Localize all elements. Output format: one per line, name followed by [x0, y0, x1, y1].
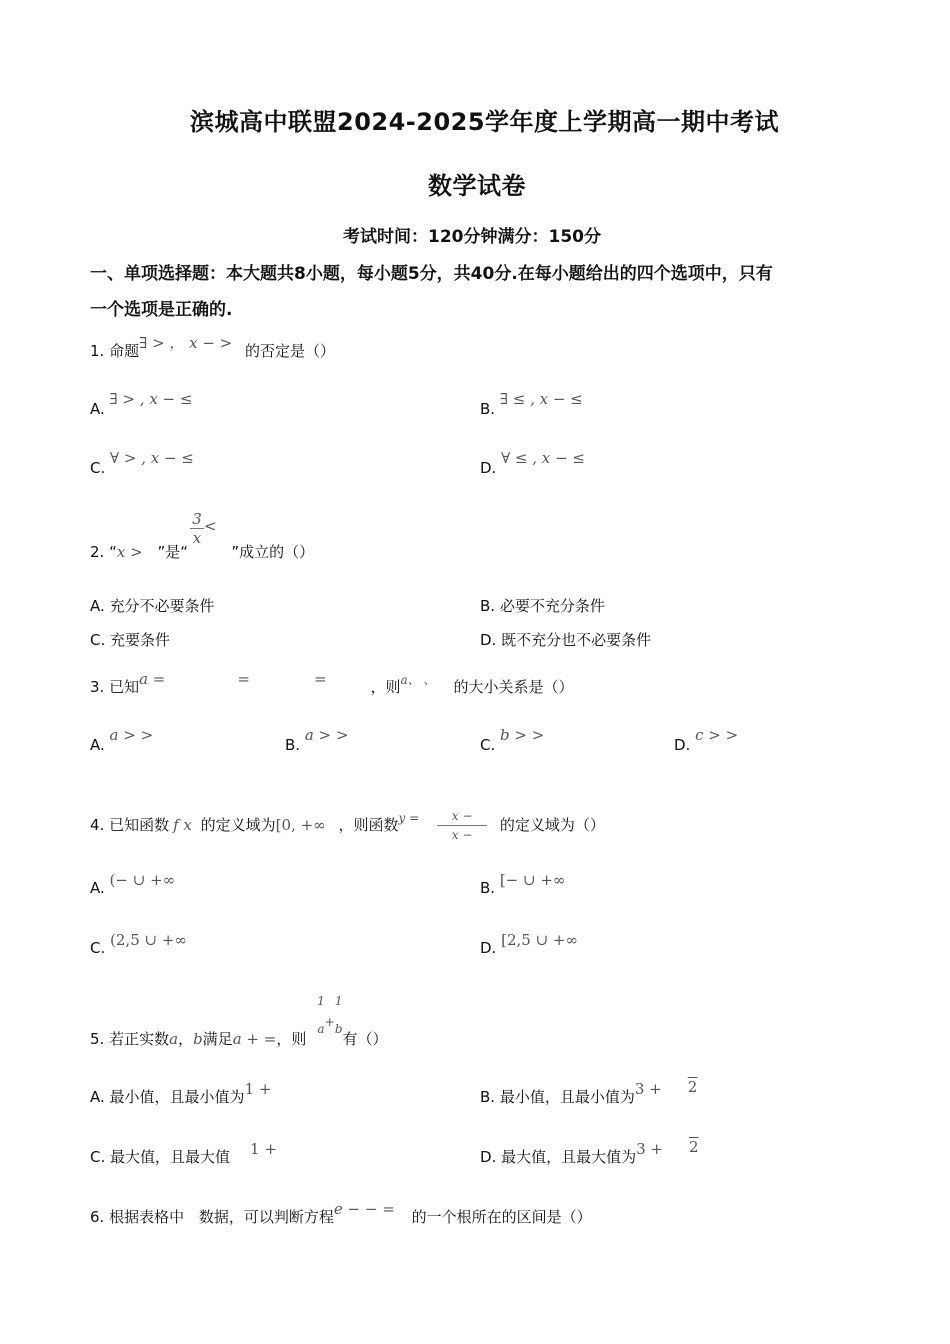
section-heading-line2: 一个选项是正确的. [90, 300, 233, 320]
q5-option-a[interactable] [90, 1080, 272, 1107]
q2-option-a[interactable] [90, 595, 215, 616]
question-6-equation: e − − = [333, 1200, 395, 1218]
q5-option-b-label: B. [480, 1088, 496, 1106]
question-5-frac-b-den: b [334, 1022, 343, 1036]
q3-option-d[interactable] [674, 726, 739, 754]
q2-option-a-label: A. [90, 597, 105, 615]
q2-option-c[interactable] [90, 629, 170, 650]
q5-option-b-sqrt: 2 [687, 1078, 698, 1096]
question-4-stem-mid1: 的定义域为 [200, 816, 276, 834]
question-4-fx: f x [173, 816, 192, 834]
q4-option-b[interactable] [480, 871, 566, 897]
q3-option-d-label: D. [674, 736, 691, 754]
q2-option-d-label: D. [480, 631, 497, 649]
q2-option-d[interactable] [480, 629, 651, 650]
question-4-domain: [0, +∞ [275, 816, 326, 834]
q5-option-d[interactable] [480, 1138, 699, 1167]
question-5-sep: ， [178, 1029, 194, 1048]
question-4-stem-pre: 4. 已知函数 [90, 816, 170, 834]
q5-option-b[interactable] [480, 1078, 698, 1107]
q3-option-a-label: A. [90, 736, 105, 754]
q4-option-c[interactable] [90, 931, 187, 957]
q5-option-a-math: 1 + [244, 1080, 272, 1098]
question-3-stem-pre: 3. 已知 [90, 678, 140, 696]
q2-option-d-text: 既不充分也不必要条件 [501, 631, 652, 649]
question-2-lt: < [203, 517, 217, 535]
q2-option-b-label: B. [480, 597, 496, 615]
question-1 [90, 334, 336, 361]
question-5-a: a [169, 1029, 179, 1048]
question-4-fraction-den: x − [451, 828, 473, 842]
question-5-stem-pre: 5. 若正实数 [90, 1029, 170, 1048]
q4-option-d-label: D. [480, 939, 497, 957]
q5-option-b-text: 最小值，且最小值为 [499, 1088, 635, 1106]
q1-option-c-label: C. [90, 459, 106, 477]
q2-option-b[interactable] [480, 595, 605, 616]
question-5-cond: a + = [232, 1029, 277, 1048]
q4-option-a-label: A. [90, 879, 105, 897]
question-2-cond1: x > [116, 543, 143, 561]
q1-option-d-math: ∀ ≤ , x − ≤ [501, 449, 585, 467]
exam-info: 考试时间：120分钟满分：150分 [343, 227, 601, 247]
question-3 [90, 670, 574, 697]
question-3-eq1: = [237, 670, 250, 688]
q4-option-a[interactable] [90, 871, 176, 897]
question-2-fraction-den: x [192, 529, 202, 547]
q3-option-a[interactable] [90, 726, 154, 754]
question-4-fraction [437, 807, 487, 844]
question-5-frac-b-num: 1 [334, 994, 343, 1008]
question-2 [90, 510, 315, 561]
question-5-plus: + [324, 1014, 335, 1029]
question-4-stem-mid2: ，则函数 [338, 816, 399, 834]
q3-option-b-math: a > > [304, 726, 349, 744]
q4-option-c-label: C. [90, 939, 106, 957]
q2-option-a-text: 充分不必要条件 [109, 597, 215, 615]
question-1-math: ∃ > ， x − > [139, 334, 233, 352]
q5-option-d-text: 最大值，且最大值为 [501, 1148, 637, 1166]
exam-title: 滨城高中联盟2024-2025学年度上学期高一期中考试 [190, 108, 780, 136]
q4-option-b-label: B. [480, 879, 496, 897]
question-6-stem-mid: 数据，可以判断方程 [198, 1208, 334, 1226]
q5-option-c[interactable] [90, 1140, 277, 1167]
q3-option-a-math: a > > [109, 726, 154, 744]
question-4-stem-post: 的定义域为（） [499, 816, 605, 834]
q5-option-c-label: C. [90, 1148, 106, 1166]
question-3-eq2: = [313, 670, 327, 688]
q3-option-c[interactable] [480, 726, 545, 754]
q4-option-a-math: (− ∪ +∞ [109, 871, 176, 889]
q3-option-b[interactable] [285, 726, 349, 754]
q1-option-b-math: ∃ ≤ , x − ≤ [499, 390, 583, 408]
question-3-stem-mid: ，则 [370, 678, 401, 696]
q5-option-d-sqrt: 2 [689, 1138, 699, 1156]
q2-option-c-text: 充要条件 [110, 631, 171, 649]
question-5-frac-a-den: a [317, 1022, 325, 1036]
question-1-stem-post: 的否定是（） [245, 342, 336, 360]
q3-option-c-label: C. [480, 736, 496, 754]
question-5-frac-a-num: 1 [317, 994, 325, 1008]
question-5-frac-b [335, 992, 343, 1038]
q3-option-c-math: b > > [500, 726, 545, 744]
question-4-y: y = [398, 811, 420, 825]
q1-option-a-label: A. [90, 400, 105, 418]
q1-option-a-math: ∃ > , x − ≤ [109, 390, 193, 408]
q1-option-a[interactable] [90, 390, 193, 418]
q5-option-c-text: 最大值，且最大值 [110, 1148, 231, 1166]
question-4 [90, 807, 605, 844]
q4-option-d-math: [2,5 ∪ +∞ [501, 931, 578, 949]
question-6-stem-post: 的一个根所在的区间是（） [411, 1208, 592, 1226]
section-heading-line1: 一、单项选择题：本大题共8小题，每小题5分，共40分.在每小题给出的四个选项中，只有 [90, 264, 773, 284]
q1-option-d[interactable] [480, 449, 585, 477]
question-5-stem-mid2: ，则 [276, 1029, 307, 1048]
q5-option-c-math: 1 + [250, 1140, 277, 1158]
question-6 [90, 1200, 592, 1227]
question-4-fraction-num: x − [451, 809, 473, 823]
q5-option-a-text: 最小值，且最小值为 [109, 1088, 245, 1106]
question-3-stem-post: 的大小关系是（） [453, 678, 574, 696]
question-5-b: b [193, 1029, 203, 1048]
q1-option-c[interactable] [90, 449, 194, 477]
q5-option-b-math: 3 + [634, 1080, 662, 1098]
q4-option-b-math: [− ∪ +∞ [499, 871, 566, 889]
q1-option-b[interactable] [480, 390, 583, 418]
question-1-stem-pre: 1. 命题 [90, 342, 140, 360]
question-5-frac-a [317, 992, 325, 1038]
q4-option-c-math: (2,5 ∪ +∞ [110, 931, 187, 949]
q1-option-b-label: B. [480, 400, 496, 418]
question-2-stem-pre: 2. “ [90, 543, 117, 561]
question-6-stem-pre: 6. 根据表格中 [90, 1208, 185, 1226]
question-5 [90, 992, 388, 1048]
question-3-vars: a、 、 [400, 673, 436, 687]
exam-subtitle: 数学试卷 [428, 172, 526, 200]
q2-option-c-label: C. [90, 631, 106, 649]
q4-option-d[interactable] [480, 931, 578, 957]
q1-option-c-math: ∀ > , x − ≤ [110, 449, 194, 467]
q1-option-d-label: D. [480, 459, 497, 477]
q3-option-d-math: c > > [695, 726, 739, 744]
q2-option-b-text: 必要不充分条件 [499, 597, 605, 615]
question-5-stem-mid: 满足 [202, 1029, 233, 1048]
question-3-a: a = [139, 670, 166, 688]
question-2-fraction-num: 3 [192, 510, 202, 528]
question-5-stem-post: 有（） [342, 1029, 388, 1048]
q5-option-d-label: D. [480, 1148, 497, 1166]
q5-option-d-math: 3 + [636, 1140, 664, 1158]
q5-option-a-label: A. [90, 1088, 105, 1106]
q3-option-b-label: B. [285, 736, 301, 754]
question-2-stem-post: ”成立的（） [231, 543, 315, 561]
question-2-fraction [190, 510, 204, 547]
question-2-stem-mid: ”是“ [157, 543, 188, 561]
